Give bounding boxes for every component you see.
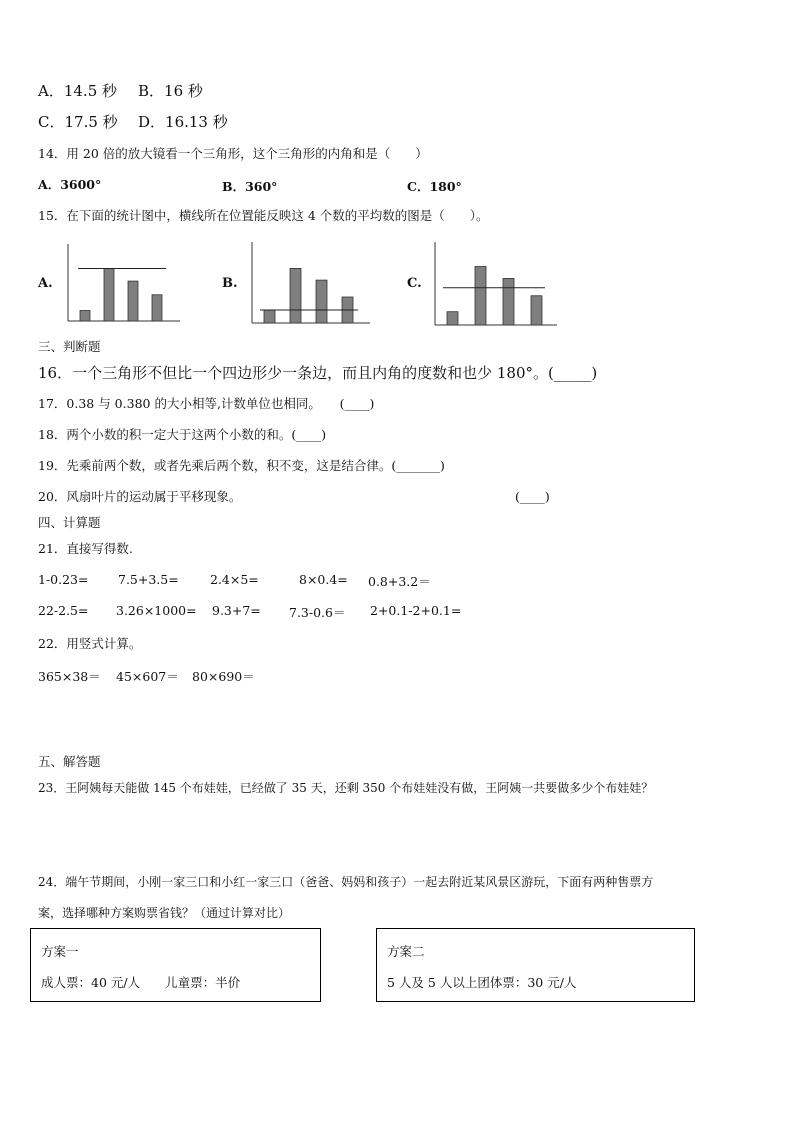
chart-bar (152, 295, 162, 321)
chart-a-label: A. (38, 276, 53, 291)
q20: 20．风扇叶片的运动属于平移现象。 (38, 489, 242, 504)
chart-a (66, 244, 180, 324)
chart-bar (316, 280, 327, 323)
q19: 19．先乘前两个数，或者先乘后两个数，积不变，这是结合律。(_______) (38, 458, 445, 473)
calc-row-1 (0, 572, 794, 588)
chart-c (433, 242, 557, 328)
q18: 18．两个小数的积一定大于这两个小数的和。(____) (38, 427, 327, 442)
plan-2-text: 5 人及 5 人以上团体票：30 元/人 (387, 975, 577, 990)
chart-bar (104, 269, 114, 322)
chart-bar (503, 278, 514, 325)
calc-item: 8×0.4= (299, 572, 348, 587)
calc-item: 2+0.1-2+0.1= (370, 603, 462, 618)
section5-title: 五、解答题 (38, 754, 101, 769)
plan-1-box (30, 928, 321, 1002)
q15-stem: 15．在下面的统计图中，横线所在位置能反映这 4 个数的平均数的图是（ ）。 (38, 208, 489, 223)
calc-row-2 (0, 603, 794, 619)
calc-item: 3.26×1000= (116, 603, 197, 618)
chart-bar (447, 312, 458, 325)
chart-bar (264, 310, 275, 323)
calc-item: 7.3-0.6＝ (289, 605, 346, 620)
q24-line-2: 案，选择哪种方案购票省钱？（通过计算对比） (38, 906, 291, 920)
section3-title: 三、判断题 (38, 339, 101, 354)
q23: 23．王阿姨每天能做 145 个布娃娃，已经做了 35 天，还剩 350 个布娃娃没有做，王阿姨一共要做多少个布娃娃？ (38, 781, 654, 795)
q21-stem: 21．直接写得数. (38, 541, 133, 556)
q13-option-c: C．17.5 秒 (38, 113, 118, 131)
calc-item: 22-2.5= (38, 603, 89, 618)
q13-option-a: A．14.5 秒 (38, 82, 117, 100)
calc-item: 9.3+7= (212, 603, 261, 618)
q24-line-1: 24．端午节期间，小刚一家三口和小红一家三口（爸爸、妈妈和孩子）一起去附近某风景区游玩，下面有两种售票方 (38, 875, 654, 889)
plan-1-text: 成人票：40 元/人 儿童票：半价 (41, 975, 241, 990)
q14-option-c: C．180° (407, 179, 462, 194)
q20-blank: (____) (515, 489, 550, 504)
q17: 17．0.38 与 0.380 的大小相等,计数单位也相同。 (____) (38, 396, 375, 411)
q14-stem: 14．用 20 倍的放大镜看一个三角形，这个三角形的内角和是（ ） (38, 146, 428, 161)
chart-c-label: C. (407, 276, 422, 291)
chart-b-label: B. (222, 276, 238, 291)
plan-2-title: 方案二 (387, 944, 425, 959)
plan-2-box (376, 928, 695, 1002)
calc-item: 80×690＝ (192, 669, 255, 684)
q13-option-b: B．16 秒 (138, 82, 203, 100)
q14-option-a: A．3600° (38, 177, 102, 192)
calc-item: 7.5+3.5= (118, 572, 179, 587)
calc-item: 2.4×5= (210, 572, 259, 587)
q16: 16．一个三角形不但比一个四边形少一条边，而且内角的度数和也少 180°。(_____) (38, 364, 598, 382)
calc-item: 45×607＝ (116, 669, 179, 684)
chart-bar (80, 311, 90, 322)
calc-row-3 (0, 667, 794, 683)
calc-item: 0.8+3.2＝ (368, 574, 431, 589)
chart-b (250, 242, 370, 326)
q13-option-d: D．16.13 秒 (138, 113, 228, 131)
q22-stem: 22．用竖式计算。 (38, 636, 142, 651)
chart-bar (531, 296, 542, 325)
calc-item: 1-0.23= (38, 572, 89, 587)
calc-item: 365×38＝ (38, 669, 101, 684)
q14-option-b: B．360° (222, 179, 278, 194)
chart-bar (475, 266, 486, 325)
chart-bar (128, 281, 138, 321)
chart-bar (290, 268, 301, 323)
plan-1-title: 方案一 (41, 944, 79, 959)
section4-title: 四、计算题 (38, 515, 101, 530)
